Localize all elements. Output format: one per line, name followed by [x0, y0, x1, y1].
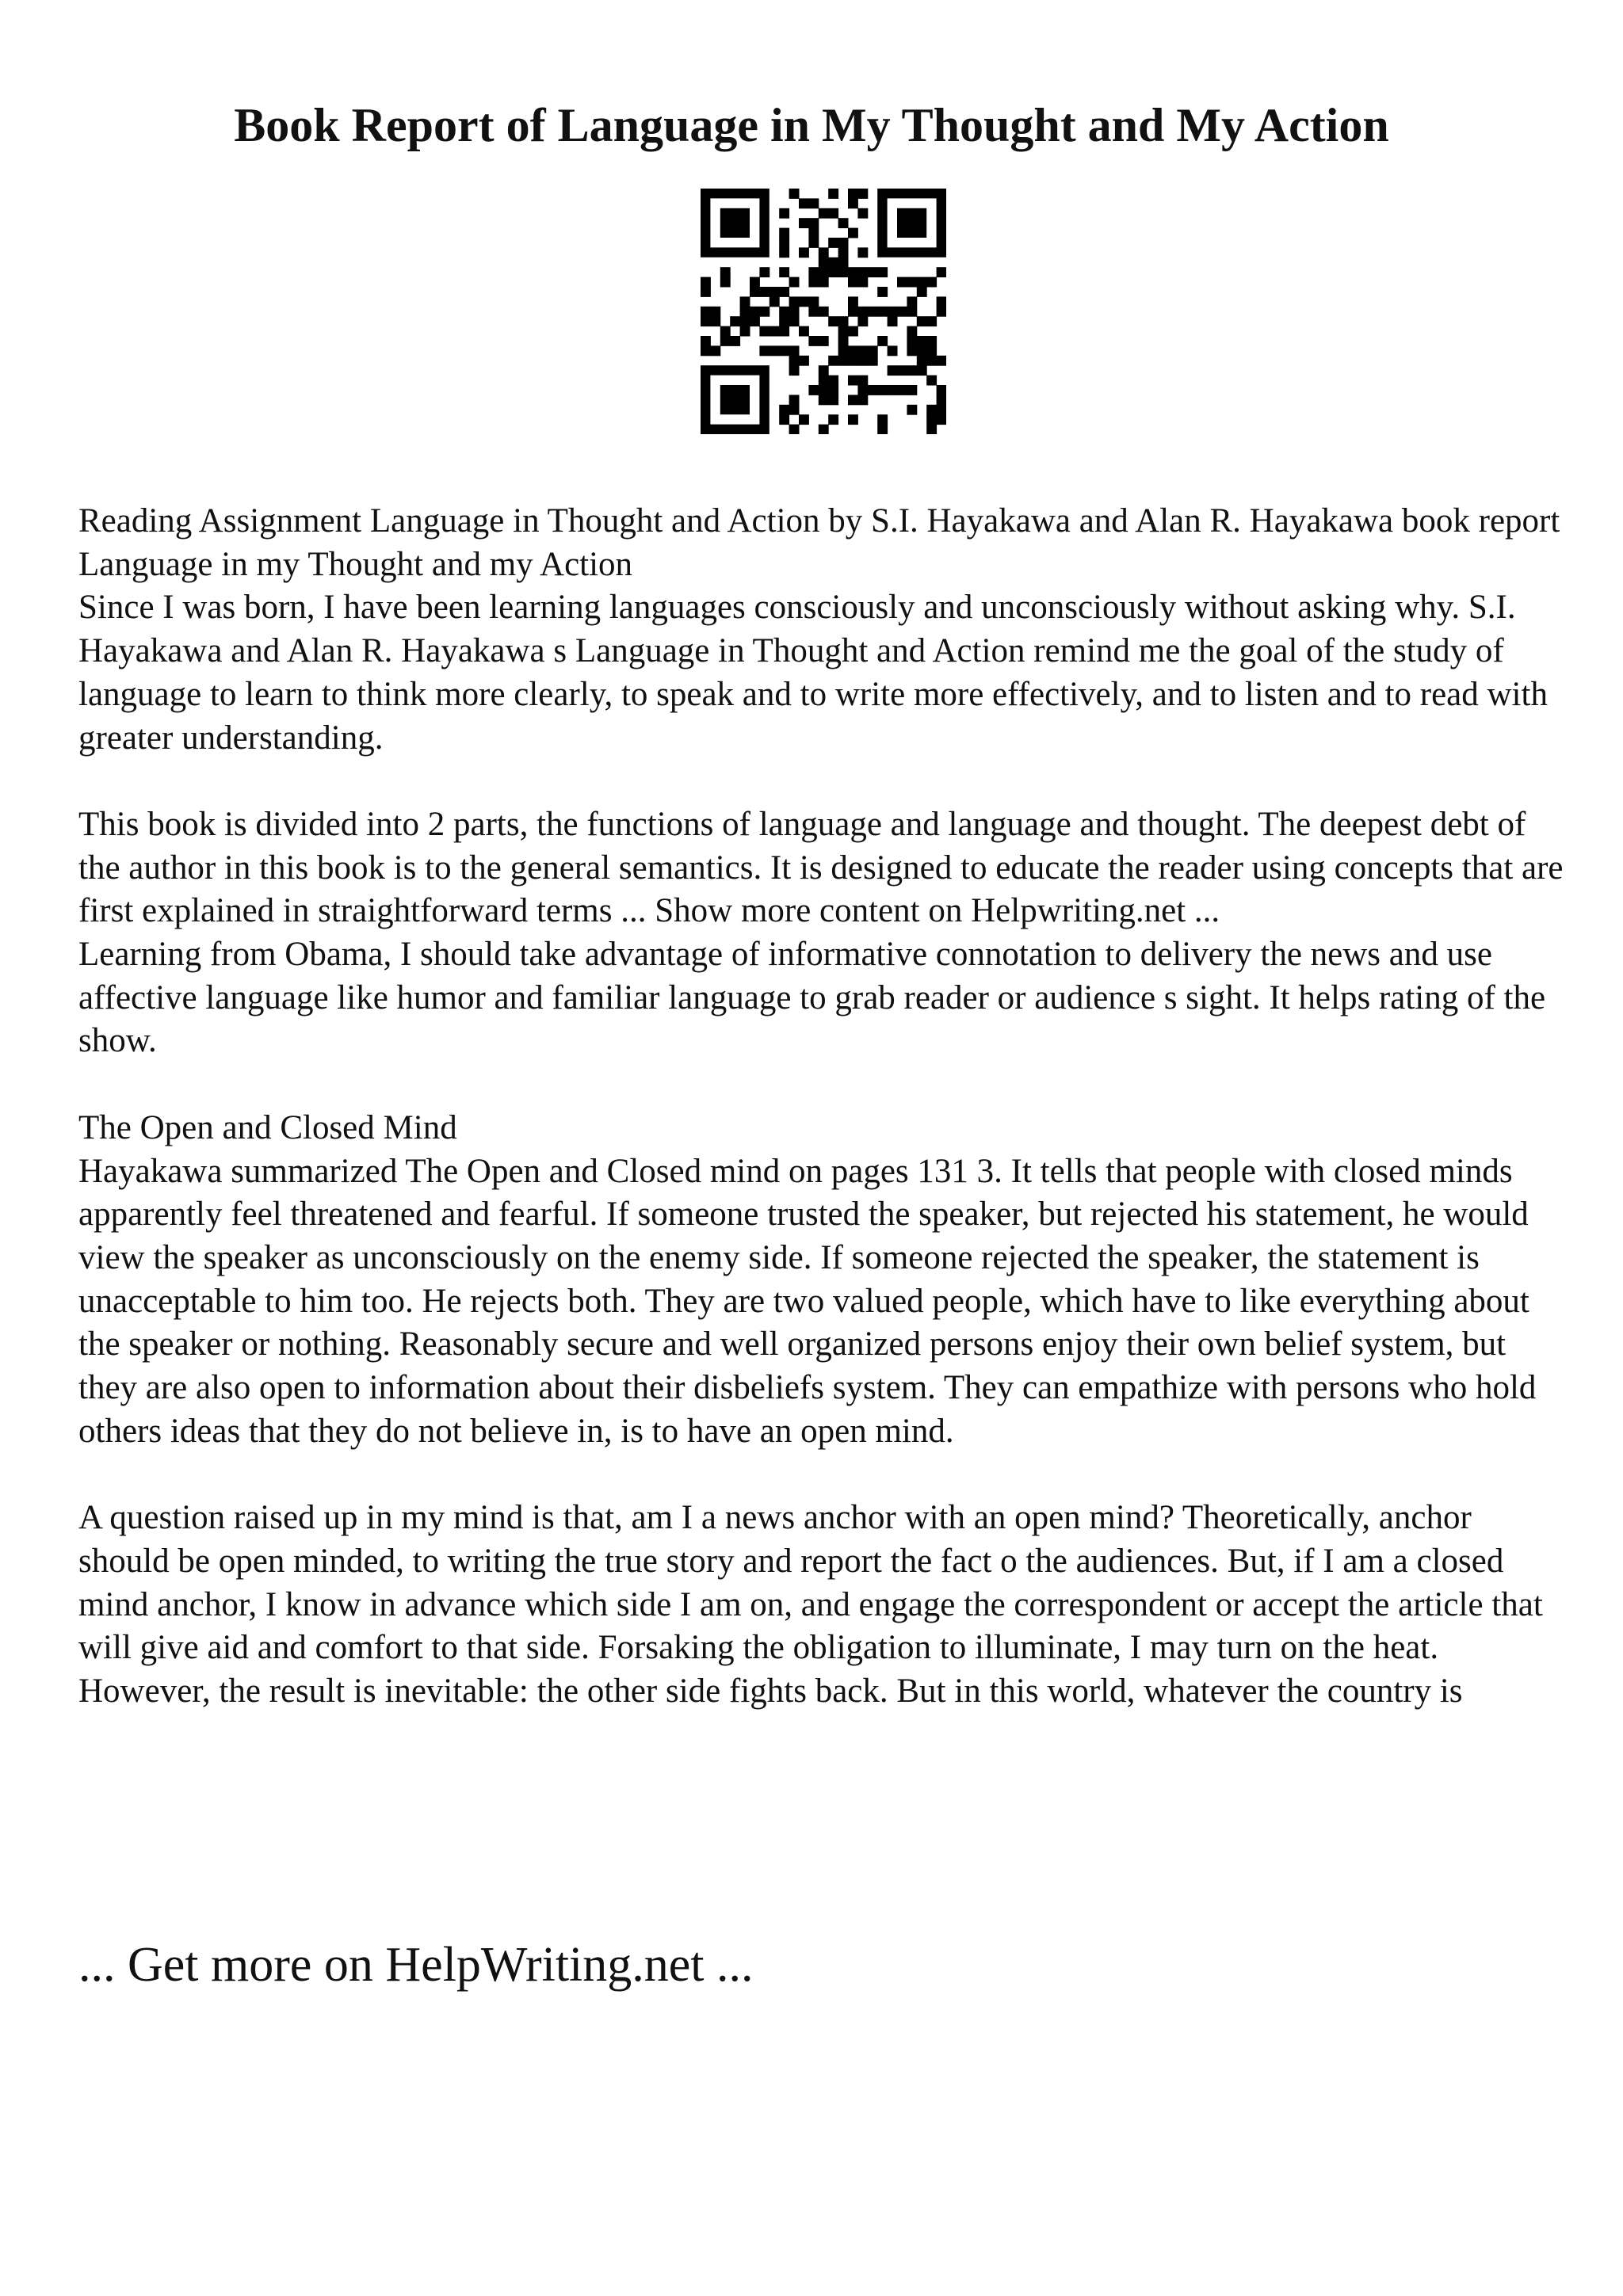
document-title: Book Report of Language in My Thought and My Action	[234, 99, 1389, 151]
paragraph-book-summary: This book is divided into 2 parts, the functions of language and language and thought. The deepest debt of the author in this book is to the general semantics. It is designed to educate the reader using concepts that are first explained in straightforward terms ... Show more content on Helpwriting.net ...	[78, 805, 1564, 930]
paragraph-open-closed-mind: Hayakawa summarized The Open and Closed mind on pages 131 3. It tells that people with closed minds apparently feel threatened and fearful. If someone trusted the speaker, but rejected his statement, he would view the speaker as unconsciously on the enemy side. If someone rejected the speaker, the statement is unacceptable to him too. He rejects both. They are two valued people, which have to like everything about the speaker or nothing. Reasonably secure and well organized persons enjoy their own belief system, but they are also open to information about their disbeliefs system. They can empathize with persons who hold others ideas that they do not believe in, is to have an open mind.	[78, 1152, 1537, 1450]
paragraph-news-anchor: A question raised up in my mind is that, am I a news anchor with an open mind? Theoretically, anchor should be open minded, to writing the true story and report the fact o the audiences. But, if I am a closed mind anchor, I know in advance which side I am on, and engage the correspondent or accept the article that will give aid and comfort to that side. Forsaking the obligation to illuminate, I may turn on the heat. However, the result is inevitable: the other side fights back. But in this world, whatever the country is	[78, 1499, 1543, 1710]
paragraph-obama: Learning from Obama, I should take advantage of informative connotation to delivery the news and use affective language like humor and familiar language to grab reader or audience s sight. It helps rating of the show.	[78, 936, 1546, 1060]
paragraph-gap	[78, 760, 1568, 803]
qr-code-icon	[701, 189, 946, 434]
paragraph-subtitle: Language in my Thought and my Action	[78, 545, 633, 583]
document-body	[78, 500, 1568, 1714]
paragraph-intro: Since I was born, I have been learning languages consciously and unconsciously without asking why. S.I. Hayakawa and Alan R. Hayakawa s Language in Thought and Action remind me the goal of the study of language to learn to think more clearly, to speak and to write more effectively, and to listen and to read with greater understanding.	[78, 589, 1548, 757]
paragraph-assignment: Reading Assignment Language in Thought and Action by S.I. Hayakawa and Alan R. Hayakawa book report	[78, 502, 1560, 540]
paragraph-gap	[78, 1063, 1568, 1107]
paragraph-gap	[78, 1453, 1568, 1497]
section-heading: The Open and Closed Mind	[78, 1108, 457, 1146]
footer-link[interactable]: ... Get more on HelpWriting.net ...	[78, 1938, 754, 1992]
